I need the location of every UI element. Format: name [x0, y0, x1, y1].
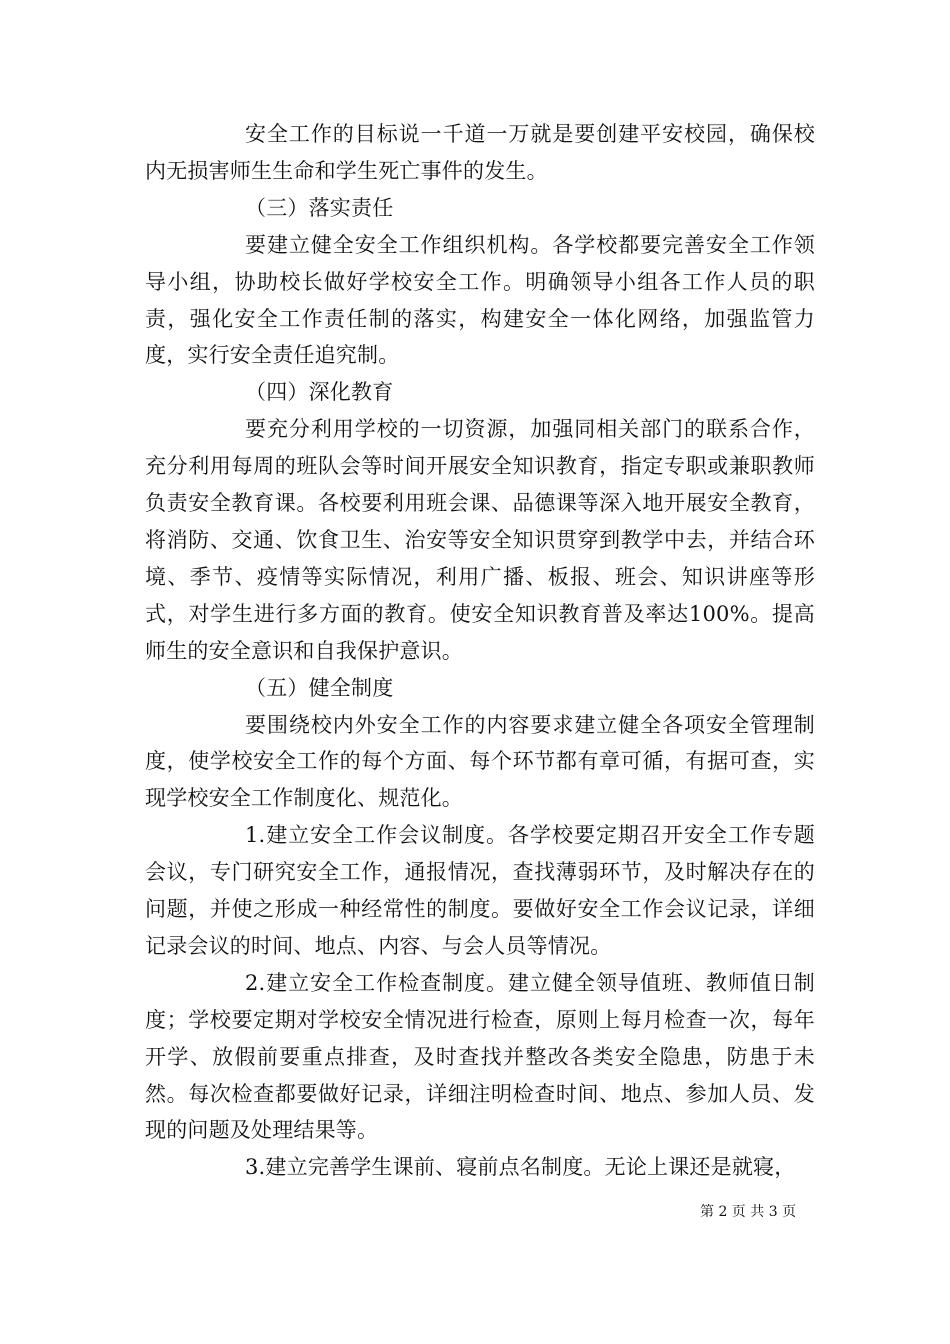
document-body	[145, 116, 815, 1186]
list-item-3: 3.建立完善学生课前、寝前点名制度。无论上课还是就寝，	[245, 1155, 796, 1180]
paragraph-responsibility: 要建立健全安全工作组织机构。各学校都要完善安全工作领导小组，协助校长做好学校安全工作。明确领导小组各工作人员的职责，强化安全工作责任制的落实，构建安全一体化网络，加强监管力度，实行安全责任追究制。	[145, 232, 815, 368]
heading-section-3: （三）落实责任	[245, 195, 394, 220]
heading-section-5: （五）健全制度	[245, 675, 394, 700]
heading-section-4: （四）深化教育	[245, 380, 394, 405]
list-item-1: 1.建立安全工作会议制度。各学校要定期召开安全工作专题会议，专门研究安全工作，通报情况，查找薄弱环节，及时解决存在的问题，并使之形成一种经常性的制度。要做好安全工作会议记录，详细记录会议的时间、地点、内容、与会人员等情况。	[145, 823, 815, 958]
paragraph-safety-goal: 安全工作的目标说一千道一万就是要创建平安校园，确保校内无损害师生生命和学生死亡事件的发生。	[145, 122, 815, 183]
paragraph-system: 要围绕校内外安全工作的内容要求建立健全各项安全管理制度，使学校安全工作的每个方面、每个环节都有章可循，有据可查，实现学校安全工作制度化、规范化。	[145, 712, 815, 811]
list-item-2: 2.建立安全工作检查制度。建立健全领导值班、教师值日制度；学校要定期对学校安全情况进行检查，原则上每月检查一次，每年开学、放假前要重点排查，及时查找并整改各类安全隐患，防患于未然。每次检查都要做好记录，详细注明检查时间、地点、参加人员、发现的问题及处理结果等。	[145, 970, 815, 1143]
page-number-footer: 第 2 页 共 3 页	[700, 1204, 797, 1220]
paragraph-education: 要充分利用学校的一切资源，加强同相关部门的联系合作，充分利用每周的班队会等时间开展安全知识教育，指定专职或兼职教师负责安全教育课。各校要利用班会课、品德课等深入地开展安全教育，将消防、交通、饮食卫生、治安等安全知识贯穿到教学中去，并结合环境、季节、疫情等实际情况，利用广播、板报、班会、知识讲座等形式，对学生进行多方面的教育。使安全知识教育普及率达100%。提高师生的安全意识和自我保护意识。	[145, 417, 815, 663]
